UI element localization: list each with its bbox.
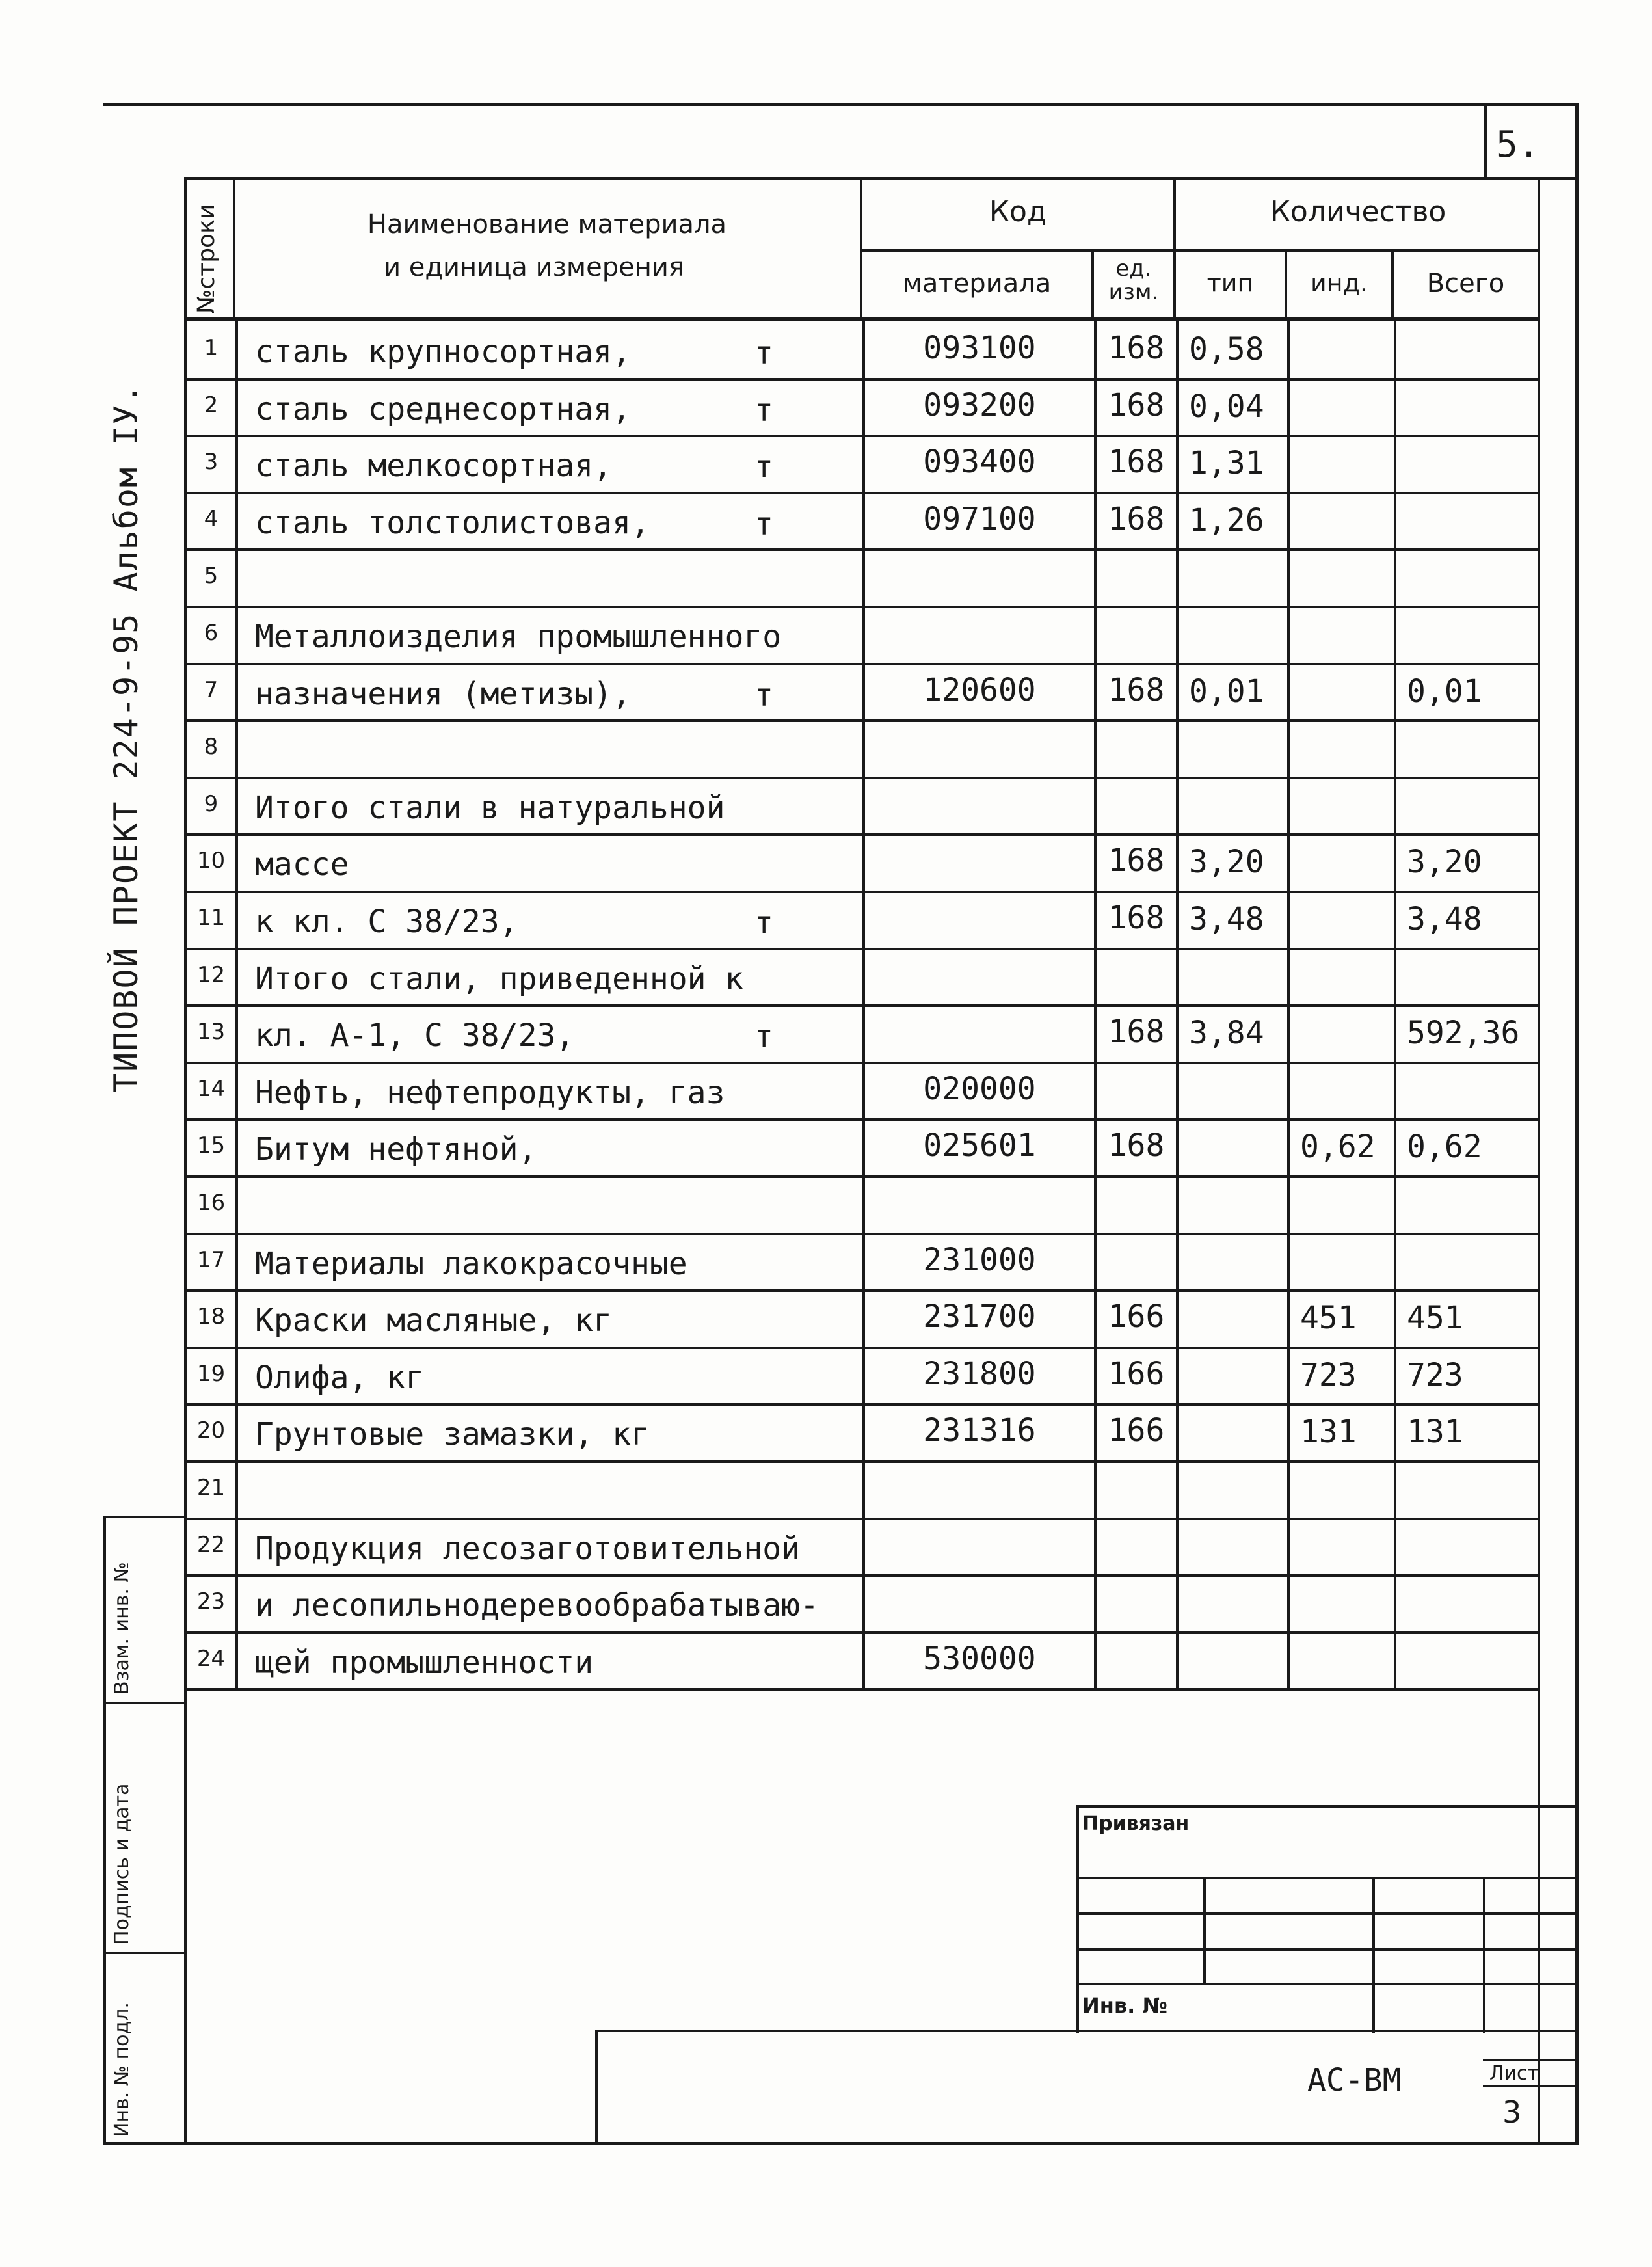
- cell-typ: 3,84: [1189, 1015, 1264, 1051]
- cell-n: 3: [204, 449, 219, 475]
- cell-name: Нефть, нефтепродукты, газ: [255, 1075, 725, 1111]
- cell-total: 451: [1407, 1300, 1463, 1336]
- cell-code: 093100: [923, 330, 1036, 366]
- cell-n: 21: [196, 1475, 226, 1501]
- row-divider: [184, 719, 1540, 722]
- cell-n: 14: [196, 1076, 226, 1102]
- row-divider: [184, 1518, 1540, 1520]
- tb-top: [1076, 1805, 1577, 1808]
- cell-code: 231700: [923, 1298, 1036, 1335]
- cell-name: Итого стали в натуральной: [255, 790, 725, 826]
- cell-code: 020000: [923, 1071, 1036, 1107]
- cell-name: щей промышленности: [255, 1644, 594, 1681]
- cell-code: 093400: [923, 444, 1036, 480]
- cell-name: Материалы лакокрасочные: [255, 1246, 687, 1282]
- cell-code: 120600: [923, 672, 1036, 708]
- header-code-unit: ед. изм.: [1108, 256, 1159, 305]
- cell-total: 0,01: [1407, 673, 1482, 710]
- cell-code: 231000: [923, 1242, 1036, 1278]
- cell-total: 3,20: [1407, 844, 1482, 880]
- row-divider: [184, 1004, 1540, 1007]
- cell-n: 2: [204, 392, 219, 418]
- cell-ed: 168: [1108, 387, 1165, 423]
- cell-n: 4: [204, 506, 219, 532]
- bottom-border: [103, 2142, 1579, 2145]
- cell-code: 097100: [923, 501, 1036, 537]
- cell-ed: 168: [1108, 1127, 1165, 1164]
- tb-left: [1076, 1805, 1079, 2033]
- cell-name: Продукция лесозаготовительной: [255, 1531, 801, 1567]
- cell-n: 16: [196, 1190, 226, 1216]
- page-number-box-left: [1484, 103, 1487, 180]
- cell-code: 231800: [923, 1356, 1036, 1392]
- row-divider: [184, 948, 1540, 950]
- tb-h4: [1076, 1983, 1577, 1985]
- cell-ind: 0,62: [1300, 1129, 1376, 1165]
- cell-n: 5: [204, 563, 219, 589]
- cell-n: 10: [196, 848, 226, 874]
- row-divider: [184, 1289, 1540, 1292]
- tb-v1: [1203, 1877, 1206, 1984]
- row-divider: [184, 1062, 1540, 1064]
- header-quantity: Количество: [1270, 195, 1446, 228]
- tb-inv-no: Инв. №: [1082, 1993, 1167, 2018]
- cell-name: Грунтовые замазки, кг: [255, 1416, 650, 1453]
- header-sub-line: [860, 249, 1540, 252]
- cell-ed: 168: [1108, 1013, 1165, 1050]
- cell-n: 13: [196, 1019, 226, 1045]
- side-project-label: ТИПОВОЙ ПРОЕКТ 224-9-95 Альбом IУ.: [107, 382, 145, 1093]
- row-divider: [184, 663, 1540, 665]
- row-divider: [184, 606, 1540, 608]
- header-row-no: №строки: [193, 204, 220, 314]
- cell-name: сталь мелкосортная,: [255, 448, 613, 484]
- row-divider: [184, 777, 1540, 779]
- stamp-outer-left: [103, 1516, 106, 2145]
- cell-name: Металлоизделия промышленного: [255, 619, 782, 655]
- tb-h1: [1076, 1877, 1577, 1879]
- row-divider: [184, 891, 1540, 893]
- cell-name: к кл. С 38/23,: [255, 904, 518, 940]
- cell-n: 11: [196, 905, 226, 931]
- cell-unit: т: [754, 1019, 773, 1055]
- header-qty-ind: инд.: [1311, 269, 1368, 297]
- page-number: 5.: [1496, 124, 1540, 166]
- cell-name: сталь крупносортная,: [255, 334, 631, 370]
- cell-unit: т: [754, 506, 773, 543]
- header-name-line2: и единица измерения: [384, 252, 684, 282]
- right-border: [1575, 103, 1579, 2145]
- header-name-line1: Наименование материала: [367, 209, 727, 239]
- row-divider: [184, 1460, 1540, 1463]
- cell-name: сталь толстолистовая,: [255, 505, 650, 541]
- cell-ed: 168: [1108, 501, 1165, 537]
- row-divider: [184, 435, 1540, 437]
- cell-name: назначения (метизы),: [255, 676, 631, 712]
- header-qty-type: тип: [1206, 269, 1254, 297]
- cell-typ: 0,04: [1189, 388, 1264, 425]
- cell-total: 723: [1407, 1357, 1463, 1393]
- stamp-divider-1: [103, 1702, 187, 1704]
- tb-main-top: [595, 2030, 1577, 2032]
- cell-ed: 166: [1108, 1356, 1165, 1392]
- tb-doc-code: АС-ВМ: [1307, 2062, 1402, 2099]
- cell-n: 22: [196, 1532, 226, 1558]
- cell-name: Краски масляные, кг: [255, 1302, 613, 1339]
- row-divider: [184, 1631, 1540, 1634]
- cell-ed: 168: [1108, 330, 1165, 366]
- stamp-divider-2: [103, 1952, 187, 1954]
- cell-name: и лесопильнодеревообрабатываю-: [255, 1587, 819, 1624]
- cell-total: 0,62: [1407, 1129, 1482, 1165]
- cell-typ: 3,20: [1189, 844, 1264, 880]
- cell-ind: 451: [1300, 1300, 1357, 1336]
- header-col-line-1: [233, 177, 235, 321]
- cell-unit: т: [754, 449, 773, 485]
- cell-name: массе: [255, 846, 349, 883]
- cell-ed: 168: [1108, 672, 1165, 708]
- cell-unit: т: [754, 335, 773, 371]
- tb-sheet-label: Лист: [1489, 2062, 1539, 2085]
- row-divider: [184, 833, 1540, 836]
- row-divider: [184, 492, 1540, 494]
- tb-main-left: [595, 2030, 598, 2145]
- cell-total: 3,48: [1407, 901, 1482, 937]
- cell-name: Битум нефтяной,: [255, 1131, 537, 1168]
- cell-ed: 166: [1108, 1298, 1165, 1335]
- cell-n: 17: [196, 1247, 226, 1273]
- cell-n: 12: [196, 962, 226, 988]
- cell-code: 231316: [923, 1412, 1036, 1449]
- row-divider: [184, 1688, 1540, 1691]
- header-qty-total: Всего: [1426, 269, 1505, 299]
- cell-n: 24: [196, 1646, 226, 1672]
- header-code: Код: [989, 195, 1047, 228]
- row-divider: [184, 1233, 1540, 1235]
- cell-name: Олифа, кг: [255, 1360, 425, 1396]
- row-divider: [184, 1347, 1540, 1349]
- cell-typ: 1,26: [1189, 502, 1264, 539]
- cell-n: 6: [204, 620, 219, 646]
- cell-code: 025601: [923, 1127, 1036, 1164]
- header-right: [1538, 177, 1540, 2145]
- tb-sheet-h: [1483, 2085, 1577, 2087]
- row-divider: [184, 1118, 1540, 1121]
- cell-code: 530000: [923, 1641, 1036, 1677]
- cell-n: 7: [204, 677, 219, 703]
- tb-h3: [1076, 1948, 1577, 1951]
- tb-h2: [1076, 1912, 1577, 1915]
- row-divider: [184, 548, 1540, 551]
- stamp-vzam-inv: Взам. инв. №: [111, 1562, 133, 1695]
- stamp-podpis-data: Подпись и дата: [111, 1783, 133, 1945]
- cell-name: Итого стали, приведенной к: [255, 961, 744, 997]
- cell-typ: 1,31: [1189, 445, 1264, 481]
- tb-privyazan: Привязан: [1082, 1812, 1190, 1835]
- stamp-inv-podl: Инв. № подл.: [111, 2002, 133, 2137]
- tb-sheet-top: [1483, 2059, 1577, 2061]
- cell-code: 093200: [923, 387, 1036, 423]
- tb-v3: [1483, 1877, 1485, 2033]
- cell-name: сталь среднесортная,: [255, 391, 631, 427]
- cell-total: 592,36: [1407, 1015, 1520, 1051]
- cell-name: кл. А-1, С 38/23,: [255, 1017, 575, 1054]
- cell-n: 9: [204, 791, 219, 817]
- header-code-material: материала: [902, 269, 1052, 299]
- stamp-top: [103, 1516, 187, 1518]
- cell-unit: т: [754, 677, 773, 714]
- row-divider: [184, 1574, 1540, 1577]
- cell-ed: 168: [1108, 900, 1165, 936]
- cell-n: 8: [204, 734, 219, 760]
- cell-n: 20: [196, 1417, 226, 1443]
- cell-typ: 0,01: [1189, 673, 1264, 710]
- cell-unit: т: [754, 392, 773, 429]
- cell-n: 15: [196, 1133, 226, 1159]
- cell-ed: 168: [1108, 444, 1165, 480]
- cell-n: 1: [204, 335, 219, 361]
- tb-sheet-no: 3: [1502, 2095, 1522, 2130]
- cell-total: 131: [1407, 1414, 1463, 1450]
- cell-n: 23: [196, 1589, 226, 1615]
- top-border: [103, 103, 1579, 106]
- cell-ed: 168: [1108, 842, 1165, 879]
- cell-n: 18: [196, 1304, 226, 1330]
- row-divider: [184, 1175, 1540, 1178]
- row-divider: [184, 1403, 1540, 1406]
- tb-v2: [1372, 1877, 1375, 2033]
- cell-ind: 723: [1300, 1357, 1357, 1393]
- cell-typ: 3,48: [1189, 901, 1264, 937]
- cell-unit: т: [754, 905, 773, 941]
- cell-ind: 131: [1300, 1414, 1357, 1450]
- cell-typ: 0,58: [1189, 331, 1264, 368]
- cell-n: 19: [196, 1361, 226, 1387]
- cell-ed: 166: [1108, 1412, 1165, 1449]
